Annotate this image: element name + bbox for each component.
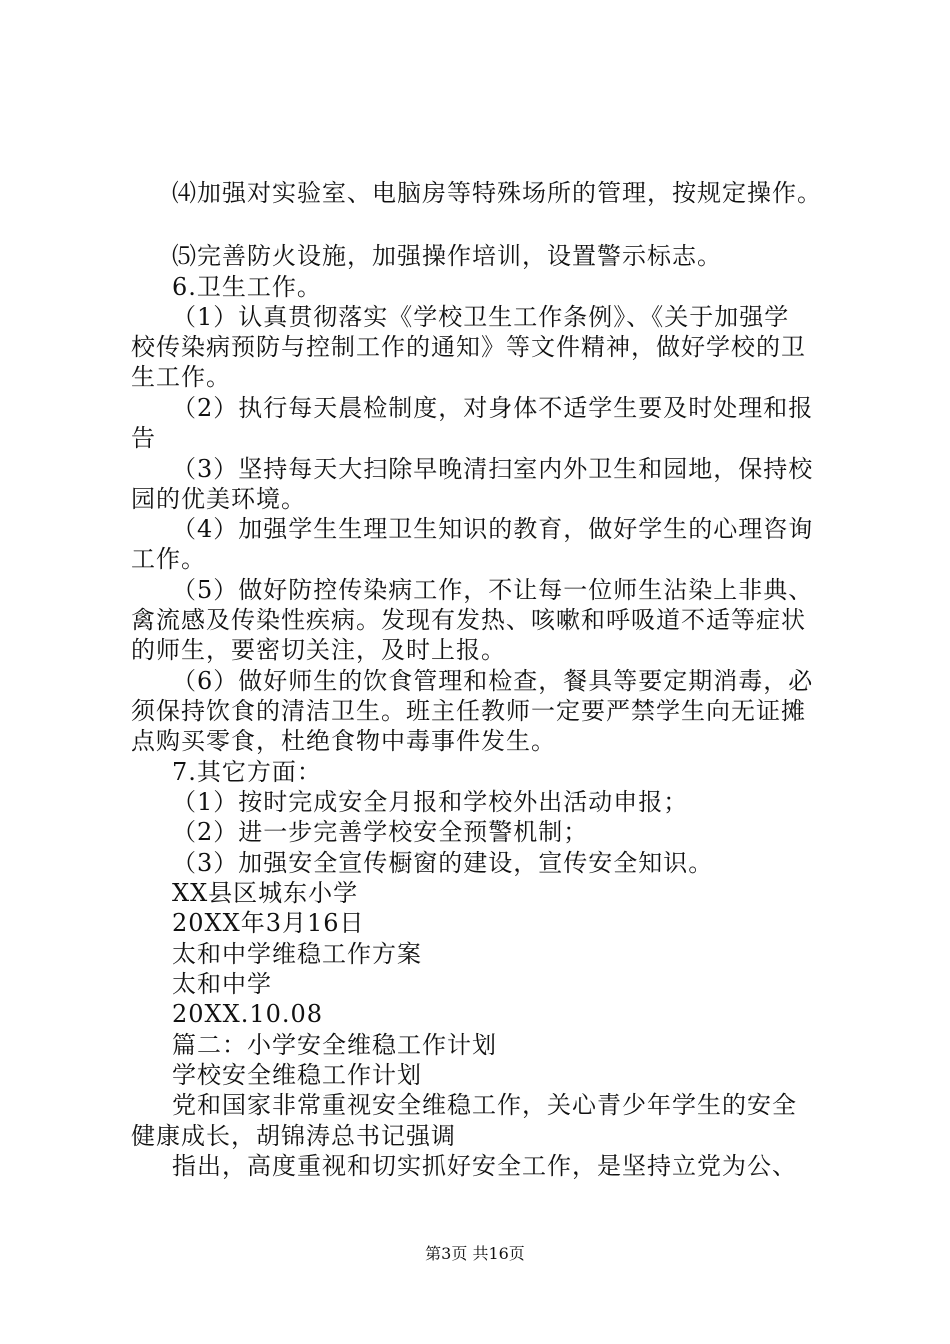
text-line: （3）加强安全宣传橱窗的建设，宣传安全知识。 xyxy=(172,849,714,877)
text-line: ⑸完善防火设施，加强操作培训，设置警示标志。 xyxy=(172,242,722,270)
text-line: 工作。 xyxy=(131,545,206,573)
text-line: 指出，高度重视和切实抓好安全工作，是坚持立党为公、 xyxy=(172,1152,797,1180)
text-line: 告 xyxy=(131,424,156,452)
text-line: 校传染病预防与控制工作的通知》等文件精神，做好学校的卫 xyxy=(131,333,806,361)
chapter-heading: 篇二：小学安全维稳工作计划 xyxy=(172,1031,497,1059)
text-line: 禽流感及传染性疾病。发现有发热、咳嗽和呼吸道不适等症状 xyxy=(131,606,806,634)
text-line: 的师生，要密切关注，及时上报。 xyxy=(131,636,506,664)
signature-line: XX县区城东小学 xyxy=(172,879,359,907)
section-heading: 7.其它方面： xyxy=(172,758,322,786)
text-line: 党和国家非常重视安全维稳工作，关心青少年学生的安全 xyxy=(172,1091,797,1119)
text-line: （2）进一步完善学校安全预警机制； xyxy=(172,818,589,846)
text-line: 生工作。 xyxy=(131,363,231,391)
text-line: （1）按时完成安全月报和学校外出活动申报； xyxy=(172,788,689,816)
text-line: （6）做好师生的饮食管理和检查，餐具等要定期消毒，必 xyxy=(172,667,814,695)
section-heading: 6.卫生工作。 xyxy=(172,273,322,301)
date-line: 20XX年3月16日 xyxy=(172,909,365,937)
text-line: 点购买零食，杜绝食物中毒事件发生。 xyxy=(131,727,556,755)
text-line: ⑷加强对实验室、电脑房等特殊场所的管理，按规定操作。 xyxy=(172,179,822,207)
signature-line: 太和中学 xyxy=(172,970,272,998)
text-line: （3）坚持每天大扫除早晚清扫室内外卫生和园地，保持校 xyxy=(172,455,814,483)
text-line: 园的优美环境。 xyxy=(131,485,306,513)
text-line: （4）加强学生生理卫生知识的教育，做好学生的心理咨询 xyxy=(172,515,814,543)
title-line: 学校安全维稳工作计划 xyxy=(172,1061,422,1089)
date-line: 20XX.10.08 xyxy=(172,1000,324,1028)
text-line: 健康成长，胡锦涛总书记强调 xyxy=(131,1122,456,1150)
page-number: 第3页 共16页 xyxy=(425,1244,525,1263)
title-line: 太和中学维稳工作方案 xyxy=(172,940,422,968)
text-line: （1）认真贯彻落实《学校卫生工作条例》、《关于加强学 xyxy=(172,303,790,331)
text-line: （5）做好防控传染病工作，不让每一位师生沾染上非典、 xyxy=(172,576,814,604)
text-line: 须保持饮食的清洁卫生。班主任教师一定要严禁学生向无证摊 xyxy=(131,697,806,725)
text-line: （2）执行每天晨检制度，对身体不适学生要及时处理和报 xyxy=(172,394,814,422)
